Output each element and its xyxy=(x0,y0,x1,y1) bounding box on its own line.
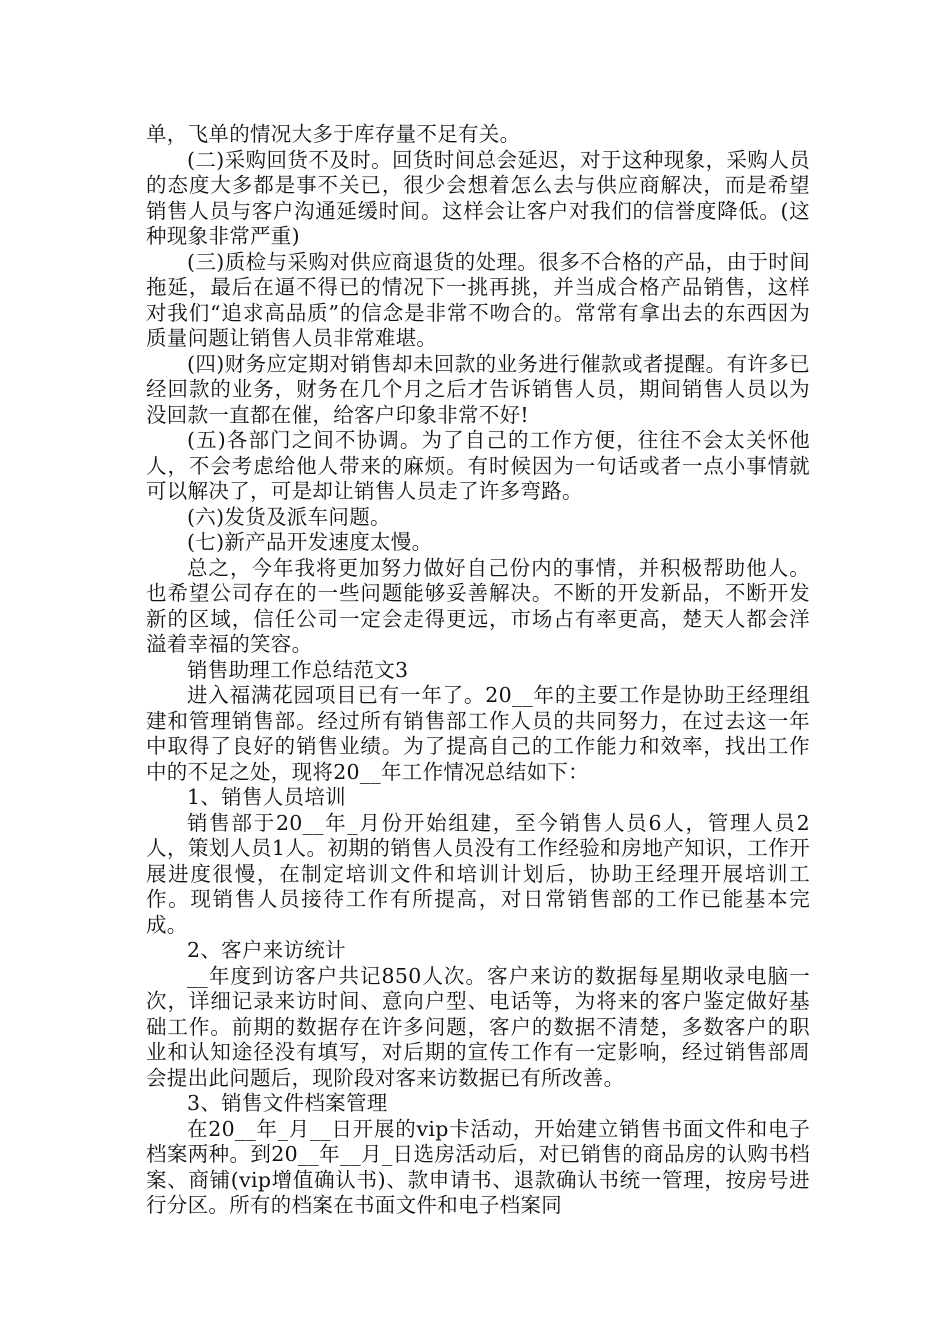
section-heading: 销售助理工作总结范文3 xyxy=(187,657,409,682)
paragraph: (四)财务应定期对销售却未回款的业务进行催款或者提醒。有许多已经回款的业务，财务在几个月之后才告诉销售人员，期间销售人员以为没回款一直都在催，给客户印象非常不好! xyxy=(146,351,810,427)
paragraph: 在20__年_月__日开展的vip卡活动，开始建立销售书面文件和电子档案两种。到20__年__月_日选房活动后，对已销售的商品房的认购书档案、商铺(vip增值确认书)、款申请书、退款确认书统一管理，按房号进行分区。所有的档案在书面文件和电子档案同 xyxy=(146,1116,810,1217)
paragraph: 总之，今年我将更加努力做好自己份内的事情，并积极帮助他人。也希望公司存在的一些问题能够妥善解决。不断的开发新品，不断开发新的区域，信任公司一定会走得更远，市场占有率更高，楚天人都会洋溢着幸福的笑容。 xyxy=(146,555,810,656)
paragraph: (二)采购回货不及时。回货时间总会延迟，对于这种现象，采购人员的态度大多都是事不关已，很少会想着怎么去与供应商解决，而是希望销售人员与客户沟通延缓时间。这样会让客户对我们的信誉度降低。(这种现象非常严重) xyxy=(146,147,810,248)
document-body xyxy=(146,122,810,1219)
subsection-heading: 1、销售人员培训 xyxy=(187,785,346,809)
paragraph: (六)发货及派车问题。 xyxy=(187,504,391,529)
paragraph: __年度到访客户共记850人次。客户来访的数据每星期收录电脑一次，详细记录来访时间、意向户型、电话等，为将来的客户鉴定做好基础工作。前期的数据存在许多问题，客户的数据不清楚，多数客户的职业和认知途径没有填写，对后期的宣传工作有一定影响，经过销售部周会提出此问题后，现阶段对客来访数据已有所改善。 xyxy=(146,963,810,1090)
paragraph: (七)新产品开发速度太慢。 xyxy=(187,530,433,554)
subsection-heading: 3、销售文件档案管理 xyxy=(187,1091,388,1115)
subsection-heading: 2、客户来访统计 xyxy=(187,938,346,962)
paragraph: 单，飞单的情况大多于库存量不足有关。 xyxy=(146,122,521,146)
paragraph: (三)质检与采购对供应商退货的处理。很多不合格的产品，由于时间拖延，最后在逼不得已的情况下一挑再挑，并当成合格产品销售，这样对我们“追求高品质”的信念是非常不吻合的。常常有拿出去的东西因为质量问题让销售人员非常难堪。 xyxy=(146,249,810,350)
paragraph: 销售部于20__年_月份开始组建，至今销售人员6人，管理人员2人，策划人员1人。初期的销售人员没有工作经验和房地产知识，工作开展进度很慢，在制定培训文件和培训计划后，协助王经理开展培训工作。现销售人员接待工作有所提高，对日常销售部的工作已能基本完成。 xyxy=(146,810,810,937)
paragraph: (五)各部门之间不协调。为了自己的工作方便，往往不会太关怀他人，不会考虑给他人带来的麻烦。有时候因为一句话或者一点小事情就可以解决了，可是却让销售人员走了许多弯路。 xyxy=(146,428,810,503)
paragraph: 进入福满花园项目已有一年了。20__年的主要工作是协助王经理组建和管理销售部。经过所有销售部工作人员的共同努力，在过去这一年中取得了良好的销售业绩。为了提高自己的工作能力和效率，找出工作中的不足之处，现将20__年工作情况总结如下： xyxy=(146,683,810,784)
